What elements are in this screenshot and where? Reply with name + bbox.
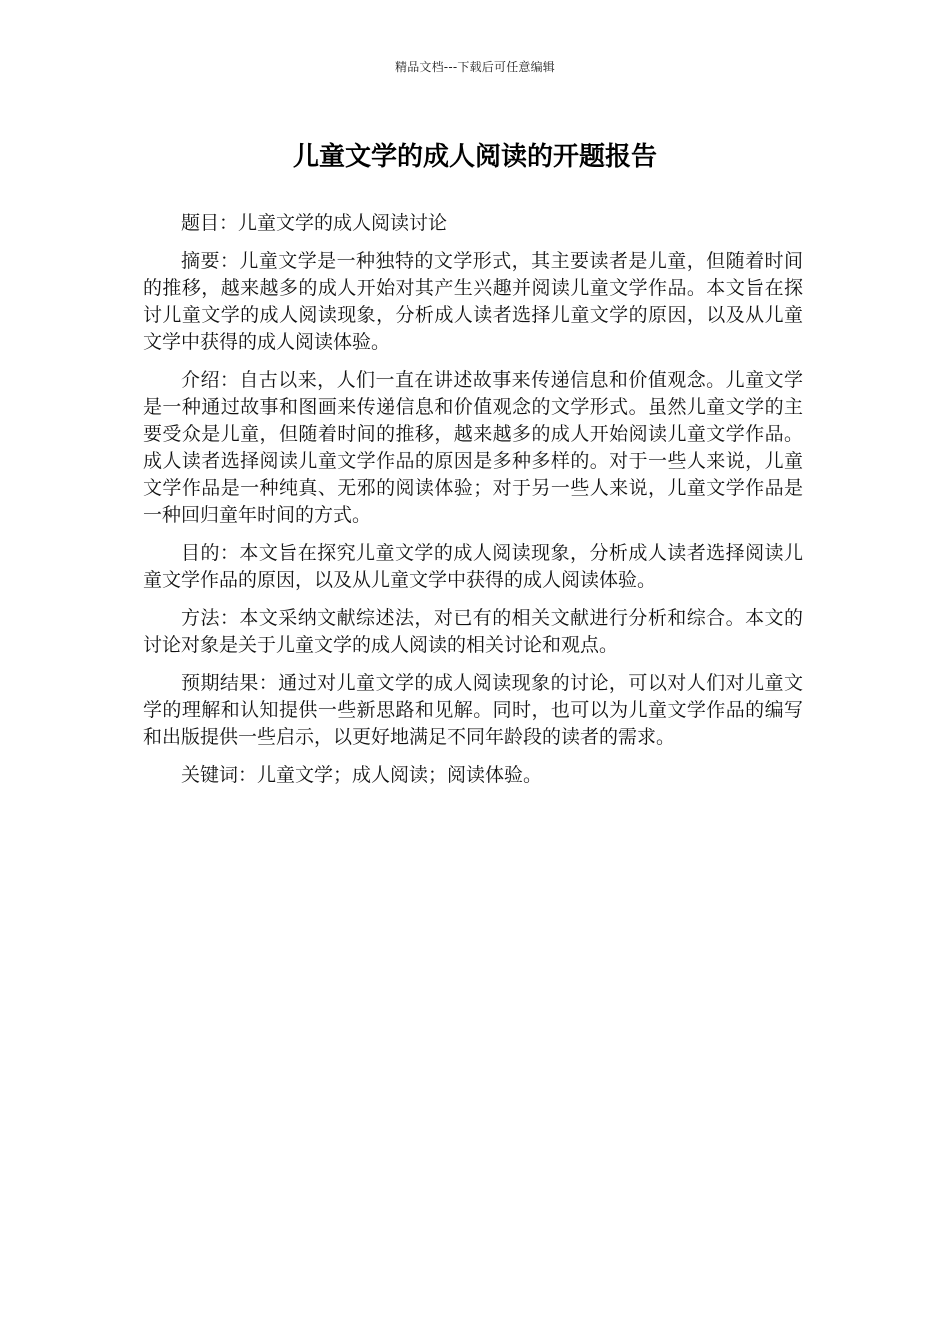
purpose-paragraph: 目的：本文旨在探究儿童文学的成人阅读现象，分析成人读者选择阅读儿童文学作品的原因，以及从儿童文学中获得的成人阅读体验。 [143, 542, 803, 591]
header-note: 精品文档---下载后可任意编辑 [395, 60, 555, 74]
method-paragraph: 方法：本文采纳文献综述法，对已有的相关文献进行分析和综合。本文的讨论对象是关于儿童文学的成人阅读的相关讨论和观点。 [143, 607, 803, 656]
keywords-paragraph: 关键词：儿童文学；成人阅读；阅读体验。 [181, 764, 543, 786]
topic-paragraph: 题目：儿童文学的成人阅读讨论 [181, 212, 448, 234]
expected-results-paragraph: 预期结果：通过对儿童文学的成人阅读现象的讨论，可以对人们对儿童文学的理解和认知提供一些新思路和见解。同时，也可以为儿童文学作品的编写和出版提供一些启示，以更好地满足不同年龄段的读者的需求。 [143, 672, 803, 748]
document-title: 儿童文学的成人阅读的开题报告 [292, 142, 657, 172]
abstract-paragraph: 摘要：儿童文学是一种独特的文学形式，其主要读者是儿童，但随着时间的推移，越来越多的成人开始对其产生兴趣并阅读儿童文学作品。本文旨在探讨儿童文学的成人阅读现象，分析成人读者选择儿童文学的原因，以及从儿童文学中获得的成人阅读体验。 [143, 250, 803, 353]
introduction-paragraph: 介绍：自古以来，人们一直在讲述故事来传递信息和价值观念。儿童文学是一种通过故事和图画来传递信息和价值观念的文学形式。虽然儿童文学的主要受众是儿童，但随着时间的推移，越来越多的成人开始阅读儿童文学作品。成人读者选择阅读儿童文学作品的原因是多种多样的。对于一些人来说，儿童文学作品是一种纯真、无邪的阅读体验；对于另一些人来说，儿童文学作品是一种回归童年时间的方式。 [143, 369, 803, 526]
document-body [143, 210, 803, 800]
